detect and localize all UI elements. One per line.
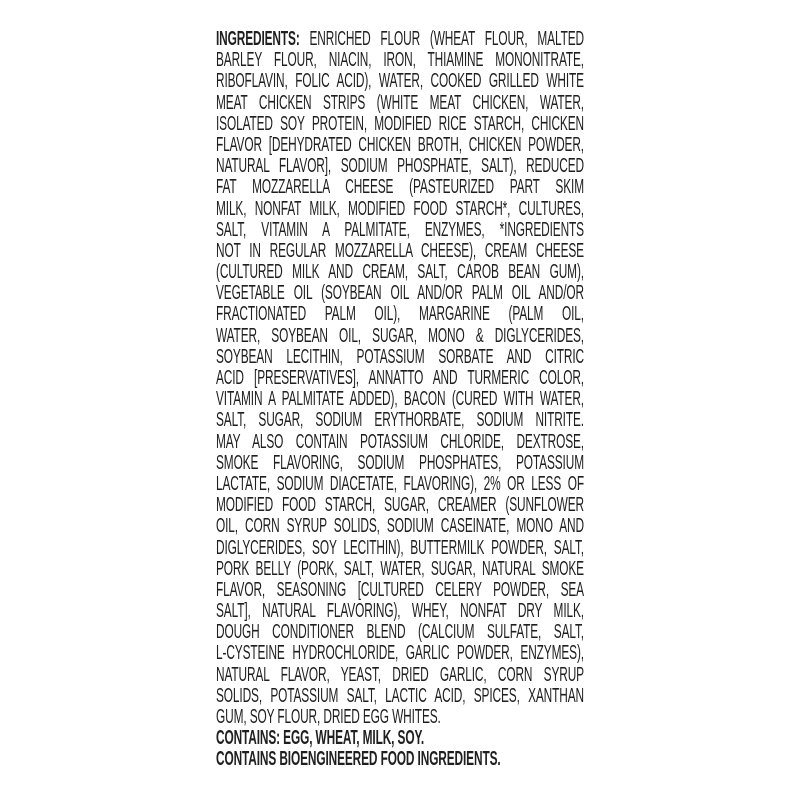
- ingredient-line: L-CYSTEINE HYDROCHLORIDE, GARLIC POWDER, ENZYMES),: [216, 643, 584, 665]
- ingredient-line: VITAMIN A PALMITATE ADDED), BACON (CURED WITH WATER,: [216, 389, 584, 411]
- ingredient-line: (CULTURED MILK AND CREAM, SALT, CAROB BEAN GUM),: [216, 262, 584, 284]
- ingredient-line: RIBOFLAVIN, FOLIC ACID), WATER, COOKED GRILLED WHITE: [216, 71, 584, 93]
- ingredient-line: MILK, NONFAT MILK, MODIFIED FOOD STARCH*, CULTURES,: [216, 198, 584, 220]
- ingredient-line: ISOLATED SOY PROTEIN, MODIFIED RICE STARCH, CHICKEN: [216, 113, 584, 135]
- ingredient-line: SOYBEAN LECITHIN, POTASSIUM SORBATE AND CITRIC: [216, 346, 584, 368]
- ingredient-line: OIL, CORN SYRUP SOLIDS, SODIUM CASEINATE, MONO AND: [216, 516, 584, 538]
- ingredient-line: NATURAL FLAVOR], SODIUM PHOSPHATE, SALT), REDUCED: [216, 156, 584, 178]
- ingredient-line: CONTAINS: EGG, WHEAT, MILK, SOY.: [216, 728, 425, 750]
- ingredient-line: MAY ALSO CONTAIN POTASSIUM CHLORIDE, DEXTROSE,: [216, 431, 584, 453]
- ingredient-line: FLAVOR [DEHYDRATED CHICKEN BROTH, CHICKEN POWDER,: [216, 134, 584, 156]
- ingredient-line: SALT, SUGAR, SODIUM ERYTHORBATE, SODIUM NITRITE.: [216, 410, 584, 432]
- ingredient-line: CONTAINS BIOENGINEERED FOOD INGREDIENTS.: [216, 749, 501, 771]
- ingredient-line: GUM, SOY FLOUR, DRIED EGG WHITES.: [216, 707, 441, 728]
- ingredient-line: NATURAL FLAVOR, YEAST, DRIED GARLIC, CORN SYRUP: [216, 664, 584, 686]
- ingredient-line: NOT IN REGULAR MOZZARELLA CHEESE), CREAM CHEESE: [216, 240, 584, 262]
- ingredient-line: FRACTIONATED PALM OIL), MARGARINE (PALM OIL,: [216, 304, 584, 326]
- ingredient-line: BARLEY FLOUR, NIACIN, IRON, THIAMINE MONONITRATE,: [216, 50, 584, 72]
- ingredients-heading: INGREDIENTS:: [216, 29, 300, 50]
- ingredient-line: SALT, VITAMIN A PALMITATE, ENZYMES, *INGREDIENTS: [216, 219, 584, 241]
- ingredients-text: [216, 29, 584, 771]
- ingredient-line: DOUGH CONDITIONER BLEND (CALCIUM SULFATE, SALT,: [216, 622, 584, 644]
- ingredient-line: WATER, SOYBEAN OIL, SUGAR, MONO & DIGLYCERIDES,: [216, 325, 584, 347]
- ingredient-line: SALT], NATURAL FLAVORING), WHEY, NONFAT DRY MILK,: [216, 601, 584, 623]
- ingredient-line: ACID [PRESERVATIVES], ANNATTO AND TURMERIC COLOR,: [216, 368, 584, 389]
- ingredient-line: SMOKE FLAVORING, SODIUM PHOSPHATES, POTASSIUM: [216, 452, 584, 474]
- ingredient-line: INGREDIENTS: ENRICHED FLOUR (WHEAT FLOUR, MALTED: [216, 29, 584, 50]
- ingredient-line: DIGLYCERIDES, SOY LECITHIN), BUTTERMILK POWDER, SALT,: [216, 537, 584, 559]
- ingredient-line: FLAVOR, SEASONING [CULTURED CELERY POWDER, SEA: [216, 579, 584, 601]
- ingredient-line: SOLIDS, POTASSIUM SALT, LACTIC ACID, SPICES, XANTHAN: [216, 685, 584, 707]
- ingredient-line: MEAT CHICKEN STRIPS (WHITE MEAT CHICKEN, WATER,: [216, 92, 584, 114]
- ingredient-line: PORK BELLY (PORK, SALT, WATER, SUGAR, NATURAL SMOKE: [216, 558, 584, 580]
- ingredient-line: FAT MOZZARELLA CHEESE (PASTEURIZED PART SKIM: [216, 177, 584, 199]
- ingredient-line: VEGETABLE OIL (SOYBEAN OIL AND/OR PALM OIL AND/OR: [216, 283, 584, 305]
- ingredient-line: MODIFIED FOOD STARCH, SUGAR, CREAMER (SUNFLOWER: [216, 495, 584, 517]
- ingredient-line: LACTATE, SODIUM DIACETATE, FLAVORING), 2% OR LESS OF: [216, 473, 584, 495]
